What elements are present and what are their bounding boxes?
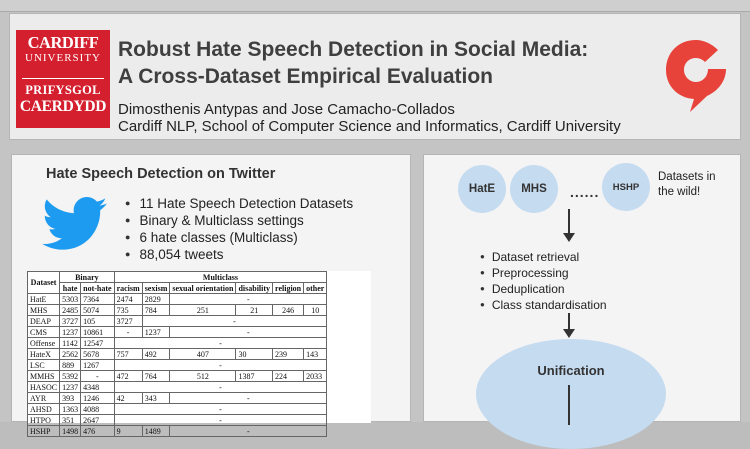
cell: 393 <box>60 393 81 404</box>
cell: 7364 <box>81 294 114 305</box>
table-row <box>28 393 327 404</box>
pipeline-panel <box>423 154 741 422</box>
dataset-summary-list <box>125 195 353 263</box>
table-group-header-row <box>28 272 327 283</box>
cell: - <box>170 327 327 338</box>
cell: 1237 <box>60 382 81 393</box>
cell: 757 <box>114 349 142 360</box>
title-line2: A Cross-Dataset Empirical Evaluation <box>118 65 494 88</box>
cell: 5678 <box>81 349 114 360</box>
cell: 246 <box>273 305 304 316</box>
more-datasets-ellipsis: ...... <box>570 184 600 200</box>
cell: 2033 <box>304 371 327 382</box>
cell: 1267 <box>81 360 114 371</box>
affiliation: Cardiff NLP, School of Computer Science and Informatics, Cardiff University <box>118 118 621 135</box>
cell: 784 <box>142 305 170 316</box>
column-header: hate <box>60 283 81 294</box>
cell: 5074 <box>81 305 114 316</box>
cell: 10861 <box>81 327 114 338</box>
cell: - <box>170 393 327 404</box>
cell: 476 <box>81 426 114 437</box>
cell: 251 <box>170 305 236 316</box>
cell: 1142 <box>60 338 81 349</box>
arrow-down-icon <box>563 329 575 338</box>
cell: 1489 <box>142 426 170 437</box>
arrow-down-line-1 <box>568 209 570 235</box>
cell: HASOC <box>28 382 60 393</box>
list-item: ● 11 Hate Speech Detection Datasets <box>125 195 353 212</box>
list-item: ● 6 hate classes (Multiclass) <box>125 229 353 246</box>
cell: 42 <box>114 393 142 404</box>
poster-title <box>118 36 678 90</box>
cell: 343 <box>142 393 170 404</box>
cardiff-nlp-logo-icon <box>660 34 732 114</box>
cell: 1246 <box>81 393 114 404</box>
cell: 1498 <box>60 426 81 437</box>
dataset-circle-hate: HatE <box>458 165 506 213</box>
cell: 4348 <box>81 382 114 393</box>
pipeline-steps-list <box>480 249 607 313</box>
dataset-circle-mhs: MHS <box>510 165 558 213</box>
cell: - <box>114 327 142 338</box>
table-row <box>28 371 327 382</box>
twitter-bird-icon <box>42 197 107 251</box>
cell: MHS <box>28 305 60 316</box>
cell: 1387 <box>236 371 273 382</box>
table-row <box>28 404 327 415</box>
cell: MMHS <box>28 371 60 382</box>
cell: 764 <box>142 371 170 382</box>
cell: 30 <box>236 349 273 360</box>
column-header: other <box>304 283 327 294</box>
header-multiclass: Multiclass <box>114 272 327 283</box>
arrow-down-line-3 <box>568 385 570 425</box>
table-row <box>28 305 327 316</box>
poster-header <box>9 13 741 140</box>
cell: 492 <box>142 349 170 360</box>
cell: - <box>114 360 327 371</box>
dataset-statistics-table <box>27 271 327 437</box>
cell: - <box>114 404 327 415</box>
cell: 239 <box>273 349 304 360</box>
table-row <box>28 316 327 327</box>
header-binary: Binary <box>60 272 114 283</box>
cell: 1237 <box>60 327 81 338</box>
datasets-in-wild-label: Datasets in the wild! <box>658 171 716 198</box>
table-row <box>28 338 327 349</box>
cell: - <box>81 371 114 382</box>
table-row <box>28 426 327 437</box>
cell: 3727 <box>114 316 142 327</box>
authors: Dimosthenis Antypas and Jose Camacho-Collados <box>118 101 455 118</box>
cell: 21 <box>236 305 273 316</box>
cell: 1363 <box>60 404 81 415</box>
table-row <box>28 360 327 371</box>
column-header: sexism <box>142 283 170 294</box>
list-item: ● Binary & Multiclass settings <box>125 212 353 229</box>
title-line1: Robust Hate Speech Detection in Social Media: <box>118 38 589 61</box>
column-header: not-hate <box>81 283 114 294</box>
cell: - <box>114 382 327 393</box>
cardiff-university-logo <box>16 30 110 128</box>
table-column-header-row <box>28 283 327 294</box>
table-row <box>28 349 327 360</box>
logo-line4: CAERDYDD <box>19 98 107 115</box>
column-header: religion <box>273 283 304 294</box>
cell: DEAP <box>28 316 60 327</box>
cell: 2474 <box>114 294 142 305</box>
list-item: ● Dataset retrieval <box>480 249 607 265</box>
cell: 4088 <box>81 404 114 415</box>
top-bar <box>0 0 750 12</box>
list-item: ● 88,054 tweets <box>125 246 353 263</box>
cell: 2647 <box>81 415 114 426</box>
cell: - <box>142 316 327 327</box>
column-header: sexual orientation <box>170 283 236 294</box>
cell: 889 <box>60 360 81 371</box>
list-item: ● Deduplication <box>480 281 607 297</box>
cell: 407 <box>170 349 236 360</box>
cell: AYR <box>28 393 60 404</box>
cell: 5303 <box>60 294 81 305</box>
cell: LSC <box>28 360 60 371</box>
section-title: Hate Speech Detection on Twitter <box>46 166 276 182</box>
cell: HTPO <box>28 415 60 426</box>
authors-block <box>118 101 698 135</box>
cell: 1237 <box>142 327 170 338</box>
cell: AHSD <box>28 404 60 415</box>
table-row <box>28 294 327 305</box>
cell: HateX <box>28 349 60 360</box>
logo-line2: UNIVERSITY <box>25 52 101 64</box>
twitter-panel <box>11 154 411 436</box>
column-header: disability <box>236 283 273 294</box>
cell: Offense <box>28 338 60 349</box>
table-row <box>28 382 327 393</box>
cell: 5392 <box>60 371 81 382</box>
dataset-table-wrapper <box>27 271 371 436</box>
cell: 351 <box>60 415 81 426</box>
cell: 12547 <box>81 338 114 349</box>
cell: - <box>170 426 327 437</box>
unification-ellipse <box>476 339 666 449</box>
cell: - <box>114 338 327 349</box>
table-row <box>28 415 327 426</box>
cell: 512 <box>170 371 236 382</box>
column-header: racism <box>114 283 142 294</box>
list-item: ● Class standardisation <box>480 297 607 313</box>
logo-divider <box>22 78 104 79</box>
cell: 2485 <box>60 305 81 316</box>
header-dataset: Dataset <box>28 272 60 294</box>
cell: - <box>114 415 327 426</box>
logo-line1: CARDIFF <box>27 33 99 52</box>
cell: 105 <box>81 316 114 327</box>
table-row <box>28 327 327 338</box>
cell: 224 <box>273 371 304 382</box>
arrow-down-icon <box>563 233 575 242</box>
cell: 143 <box>304 349 327 360</box>
cell: - <box>170 294 327 305</box>
cell: 2829 <box>142 294 170 305</box>
cell: 2562 <box>60 349 81 360</box>
unification-label: Unification <box>537 363 605 378</box>
cell: 9 <box>114 426 142 437</box>
cell: HSHP <box>28 426 60 437</box>
cell: HatE <box>28 294 60 305</box>
dataset-circle-hshp: HSHP <box>602 163 650 211</box>
cell: CMS <box>28 327 60 338</box>
logo-line3: PRIFYSGOL <box>25 83 101 97</box>
cell: 472 <box>114 371 142 382</box>
cell: 3727 <box>60 316 81 327</box>
list-item: ● Preprocessing <box>480 265 607 281</box>
cell: 10 <box>304 305 327 316</box>
cell: 735 <box>114 305 142 316</box>
